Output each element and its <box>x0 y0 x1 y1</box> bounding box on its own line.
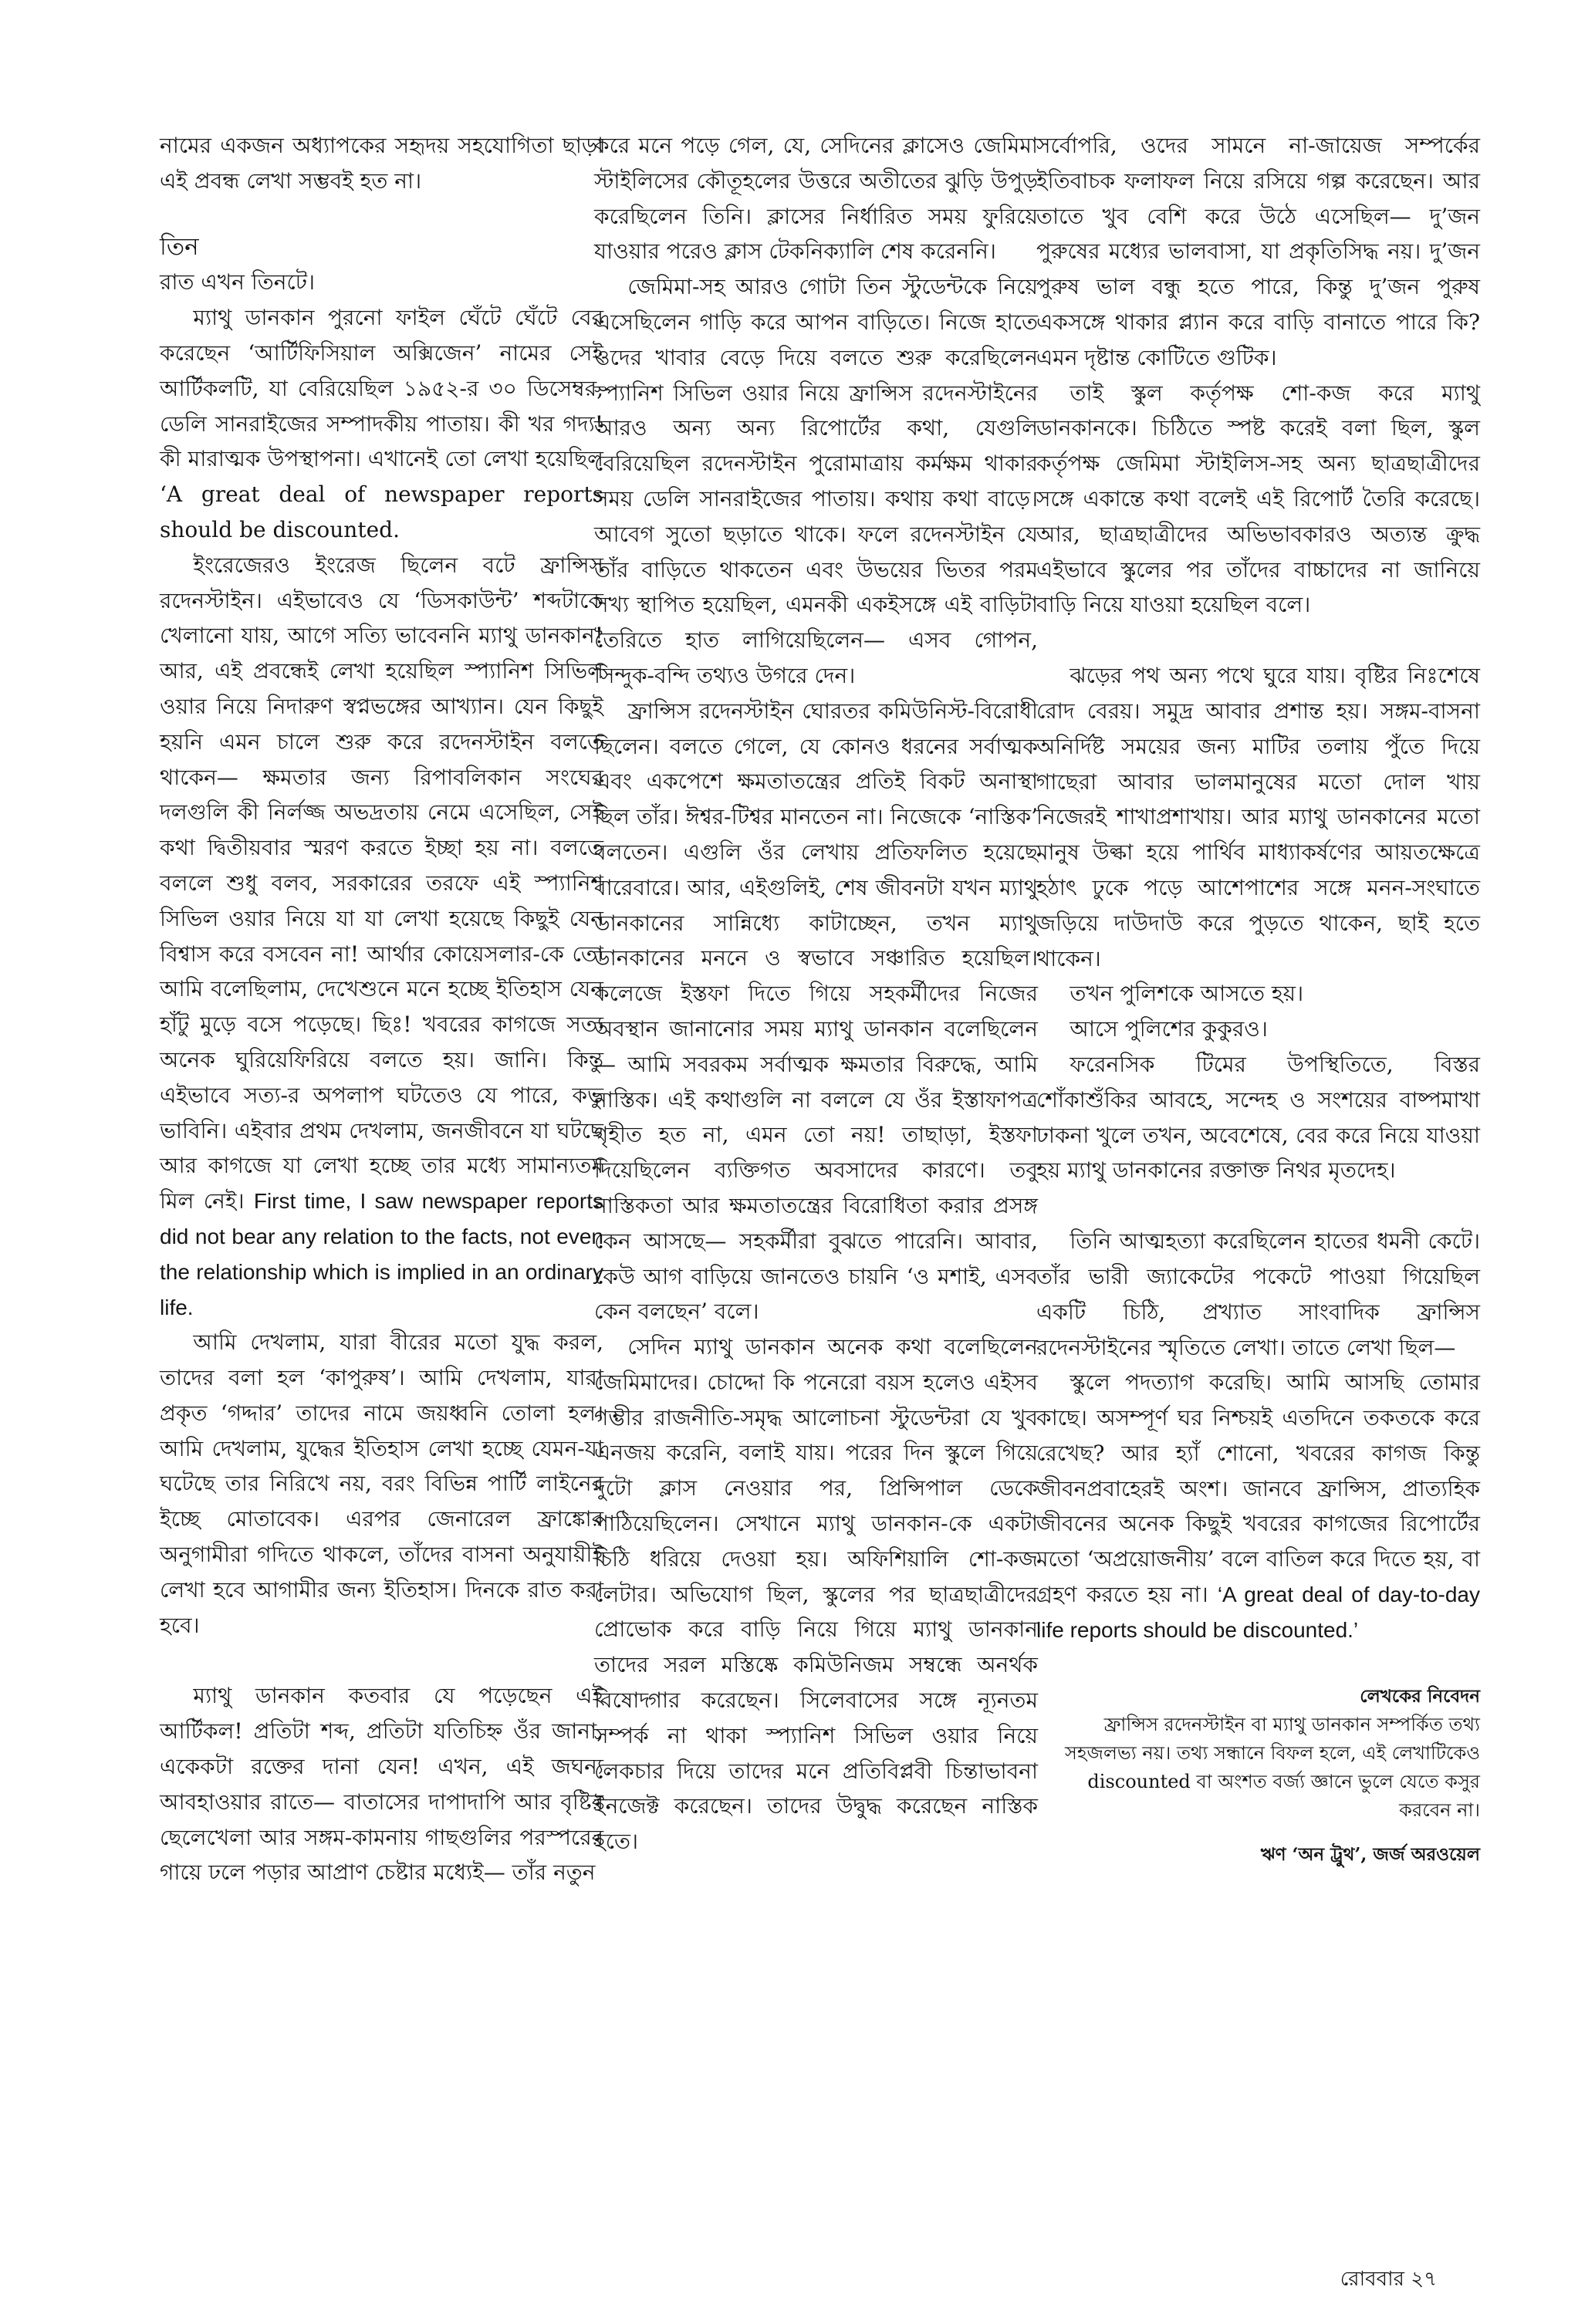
paragraph: তখন পুলিশকে আসতে হয়। <box>1070 981 1304 1007</box>
paragraph-text: স্কুলে পদত্যাগ করেছি। আমি আসছি তোমার কাছে। অসম্পূর্ণ ঘর নিশ্চয়ই এতদিনে তকতকে করে রেখেছ? আর হ্যাঁ শোনো, খবরের কাগজ কিন্তু জীবনপ্রবাহেরই অংশ। জানবে ফ্রান্সিস, প্রাত্যহিক জীবনের অনেক কিছুই খবরের কাগজের রিপোর্টের মতো ‘অপ্রয়োজনীয়’ বলে বাতিল করে দিতে হয়, বা গ্রহণ করতে হয় না। <box>1036 1370 1480 1608</box>
article-column-3 <box>1036 128 1480 1869</box>
paragraph: তাই স্কুল কর্তৃপক্ষ শো-কজ করে ম্যাথু ডানকানকে। চিঠিতে স্পষ্ট করেই বলা ছিল, স্কুল কর্তৃপক্ষ জেমিমা স্টাইলিস-সহ অন্য ছাত্রছাত্রীদের সঙ্গে একান্তে কথা বলেই এই রিপোর্ট তৈরি করেছে। আর, ছাত্রছাত্রীদের অভিভাবকারও অত্যন্ত ক্রুদ্ধ এইভাবে স্কুলের পর তাঁদের বাচ্চাদের না জানিয়ে বাড়ি নিয়ে যাওয়া হয়েছিল বলে। <box>1036 380 1480 618</box>
article-column-1 <box>160 128 603 1890</box>
paragraph: নামের একজন অধ্যাপকের সহৃদয় সহযোগিতা ছাড়া এই প্রবন্ধ লেখা সম্ভবই হত না। <box>160 133 603 194</box>
paragraph: রাত এখন তিনটে। <box>160 269 315 296</box>
paragraph: তিনি আত্মহত্যা করেছিলেন হাতের ধমনী কেটে। তাঁর ভারী জ্যাকেটের পকেটে পাওয়া গিয়েছিল একটি চিঠি, প্রখ্যাত সাংবাদিক ফ্রান্সিস রদেনস্টাইনের স্মৃতিতে লেখা। তাতে লেখা ছিল— <box>1036 1228 1480 1360</box>
paragraph <box>160 548 603 1326</box>
english-quote: ‘A great deal of day-to-day life reports should be discounted.’ <box>1036 1583 1480 1642</box>
paragraph-text: ইংরেজেরও ইংরেজ ছিলেন বটে ফ্রান্সিস রদেনস্টাইন। এইভাবেও যে ‘ডিসকাউন্ট’ শব্দটাকে খেলানো যায়, আগে সত্যি ভাবেননি ম্যাথু ডানকান! আর, এই প্রবন্ধেই লেখা হয়েছিল স্প্যানিশ সিভিল ওয়ার নিয়ে নিদারুণ স্বপ্নভঙ্গের আখ্যান। যেন কিছুই হয়নি এমন চালে শুরু করে রদেনস্টাইন বলতে থাকেন— ক্ষমতার জন্য রিপাবলিকান সংঘের দলগুলি কী নির্লজ্জ অভদ্রতায় নেমে এসেছিল, সেই কথা দ্বিতীয়বার স্মরণ করতে ইচ্ছা হয় না। বলতে বললে শুধু বলব, সরকারের তরফে এই স্প্যানিশ সিভিল ওয়ার নিয়ে যা যা লেখা হয়েছে কিছুই যেন বিশ্বাস করে বসবেন না! আর্থার কোয়েসলার-কে তো আমি বলেছিলাম, দেখেশুনে মনে হচ্ছে ইতিহাস যেন হাঁটু মুড়ে বসে পড়েছে। ছিঃ! খবরের কাগজে সত্য অনেক ঘুরিয়েফিরিয়ে বলতে হয়। জানি। কিন্তু এইভাবে সত্য-র অপলাপ ঘটতেও যে পারে, কভু ভাবিনি। এইবার প্রথম দেখলাম, জনজীবনে যা ঘটছে আর কাগজে যা লেখা হচ্ছে তার মধ্যে সামান্যতম মিল নেই। <box>160 552 603 1214</box>
author-note-text: ফ্রান্সিস রদেনস্টাইন বা ম্যাথু ডানকান সম্পর্কিত তথ্য সহজলভ্য নয়। তথ্য সন্ধানে বিফল হলে, এই লেখাটিকেও discounted বা অংশত বর্জ্য জ্ঞানে ভুলে যেতে কসুর করবেন না। <box>1065 1713 1480 1821</box>
paragraph: জেমিমা-সহ আরও গোটা তিন স্টুডেন্টকে নিয়ে এসেছিলেন গাড়ি করে আপন বাড়িতে। নিজে হাতে ওদের খাবার বেড়ে দিয়ে বলতে শুরু করেছিলেন স্প্যানিশ সিভিল ওয়ার নিয়ে ফ্রান্সিস রদেনস্টাইনের আরও অন্য অন্য রিপোর্টের কথা, যেগুলি বেরিয়েছিল রদেনস্টাইন পুরোমাত্রায় কর্মক্ষম থাকার সময় ডেলি সানরাইজের পাতায়। কথায় কথা বাড়ে। আবেগ সুতো ছড়াতে থাকে। ফলে রদেনস্টাইন যে তাঁর বাড়িতে থাকতেন এবং উভয়ের ভিতর পরম সখ্য স্থাপিত হয়েছিল, এমনকী একইসঙ্গে এই বাড়িটা তৈরিতে হাত লাগিয়েছিলেন— এসব গোপন, সিন্দুক-বন্দি তথ্যও উগরে দেন। <box>594 274 1038 688</box>
paragraph: সর্বোপরি, ওদের সামনে না-জায়েজ সম্পর্কের ইতিবাচক ফলাফল নিয়ে রসিয়ে গল্প করেছেন। আর তাতে খুব বেশি করে উঠে এসেছিল— দু’জন পুরুষের মধ্যের ভালবাসা, যা প্রকৃতিসিদ্ধ নয়। দু’জন পুরুষ ভাল বন্ধু হতে পারে, কিন্তু দু’জন পুরুষ একসঙ্গে থাকার প্ল্যান করে বাড়ি বানাতে পারে কি? এমন দৃষ্টান্ত কোটিতে গুটিক। <box>1036 133 1480 370</box>
article-column-2 <box>594 128 1038 1860</box>
paragraph: ফরেনসিক টিমের উপস্থিতিতে, বিস্তর শোঁকাশুঁকির আবহে, সন্দেহ ও সংশয়ের বাষ্পমাখা ঢাকনা খুলে তখন, অবেশেষে, বের করে নিয়ে যাওয়া হয় ম্যাথু ডানকানের রক্তাক্ত নিথর মৃতদেহ। <box>1036 1051 1480 1184</box>
english-quote: First time, I saw newspaper reports did not bear any relation to the facts, not even the relationship which is implied in an ordinary life. <box>160 1189 603 1319</box>
paragraph: আমি দেখলাম, যারা বীরের মতো যুদ্ধ করল, তাদের বলা হল ‘কাপুরুষ’। আমি দেখলাম, যারা প্রকৃত ‘গদ্দার’ তাদের নামে জয়ধ্বনি তোলা হল। আমি দেখলাম, যুদ্ধের ইতিহাস লেখা হচ্ছে যেমন-যা ঘটেছে তার নিরিখে নয়, বরং বিভিন্ন পার্টি লাইনের ইচ্ছে মোতাবেক। এরপর জেনারেল ফ্রাঙ্কোর অনুগামীরা গদিতে থাকলে, তাঁদের বাসনা অনুযায়ীই লেখা হবে আগামীর জন্য ইতিহাস। দিনকে রাত করা হবে। <box>160 1329 603 1638</box>
author-note <box>1036 1682 1480 1869</box>
paragraph: ম্যাথু ডানকান পুরনো ফাইল ঘেঁটে ঘেঁটে বের করেছেন ‘আর্টিফিসিয়াল অক্সিজেন’ নামের সেই আর্টিকলটি, যা বেরিয়েছিল ১৯৫২-র ৩০ ডিসেম্বর, ডেলি সানরাইজের সম্পাদকীয় পাতায়। কী খর গদ্য! কী মারাত্মক উপস্থাপনা। এখানেই তো লেখা হয়েছিল ‘A great deal of newspaper reports should be discounted. <box>160 305 603 542</box>
paragraph: করে মনে পড়ে গেল, যে, সেদিনের ক্লাসেও জেমিমা স্টাইলিসের কৌতূহলের উত্তরে অতীতের ঝুড়ি উপুড় করেছিলেন তিনি। ক্লাসের নির্ধারিত সময় ফুরিয়ে যাওয়ার পরেও ক্লাস টেকনিক্যালি শেষ করেননি। <box>594 133 1038 265</box>
paragraph: ম্যাথু ডানকান কতবার যে পড়েছেন এই আর্টিকল! প্রতিটা শব্দ, প্রতিটা যতিচিহ্ন ওঁর জানা, একেকটা রক্তের দানা যেন! এখন, এই জঘন্য আবহাওয়ার রাতে— বাতাসের দাপাদাপি আর বৃষ্টির ছেলেখেলা আর সঙ্গম-কামনায় গাছগুলির পরস্পরের গায়ে ঢলে পড়ার আপ্রাণ চেষ্টার মধ্যেই— তাঁর নতুন <box>160 1683 603 1886</box>
paragraph: ফ্রান্সিস রদেনস্টাইন ঘোরতর কমিউনিস্ট-বিরোধী ছিলেন। বলতে গেলে, যে কোনও ধরনের সর্বাত্মক এবং একপেশে ক্ষমতাতন্ত্রের প্রতিই বিকট অনাস্থা ছিল তাঁর। ঈশ্বর-টিশ্বর মানতেন না। নিজেকে ‘নাস্তিক’ বলতেন। এগুলি ওঁর লেখায় প্রতিফলিত হয়েছে বারেবারে। আর, এইগুলিই, শেষ জীবনটা যখন ম্যাথু ডানকানের সান্নিধ্যে কাটাচ্ছেন, তখন ম্যাথু ডানকানের মননে ও স্বভাবে সঞ্চারিত হয়েছিল। কলেজে ইস্তফা দিতে গিয়ে সহকর্মীদের নিজের অবস্থান জানানোর সময় ম্যাথু ডানকান বলেছিলেন— আমি সবরকম সর্বাত্মক ক্ষমতার বিরুদ্ধে, আমি নাস্তিক। এই কথাগুলি না বললে যে ওঁর ইস্তাফাপত্র গৃহীত হত না, এমন তো নয়! তাছাড়া, ইস্তফা দিয়েছিলেন ব্যক্তিগত অবসাদের কারণে। তবু নাস্তিকতা আর ক্ষমতাতন্ত্রের বিরোধিতা করার প্রসঙ্গ কেন আসছে— সহকর্মীরা বুঝতে পারেনি। আবার, কেউ আগ বাড়িয়ে জানতেও চায়নি ‘ও মশাই, এসব কেন বলছেন’ বলে। <box>594 698 1038 1325</box>
paragraph <box>1036 1365 1480 1647</box>
page-footer: রোববার ২৭ <box>1340 2268 1437 2291</box>
credit-line: ঋণ ‘অন ট্রুথ’, জর্জ অরওয়েল <box>1260 1843 1480 1865</box>
paragraph: আসে পুলিশের কুকুরও। <box>1070 1016 1268 1042</box>
paragraph: সেদিন ম্যাথু ডানকান অনেক কথা বলেছিলেন জেমিমাদের। চোদ্দো কি পনেরো বয়স হলেও এইসব গম্ভীর রাজনীতি-সমৃদ্ধ আলোচনা স্টুডেন্টরা যে খুব এনজয় করেনি, বলাই যায়। পরের দিন স্কুলে গিয়ে দুটো ক্লাস নেওয়ার পর, প্রিন্সিপাল ডেকে পাঠিয়েছিলেন। সেখানে ম্যাথু ডানকান-কে একটা চিঠি ধরিয়ে দেওয়া হয়। অফিশিয়ালি শো-কজ লেটার। অভিযোগ ছিল, স্কুলের পর ছাত্রছাত্রীদের প্রোভোক করে বাড়ি নিয়ে গিয়ে ম্যাথু ডানকান তাদের সরল মস্তিষ্কে কমিউনিজম সম্বন্ধে অনর্থক বিষোদ্গার করেছেন। সিলেবাসের সঙ্গে ন্যূনতম সম্পর্ক না থাকা স্প্যানিশ সিভিল ওয়ার নিয়ে লেকচার দিয়ে তাদের মনে প্রতিবিপ্লবী চিন্তাভাবনা ইনজেক্ট করেছেন। তাদের উদ্বুদ্ধ করেছেন নাস্তিক হতে। <box>594 1334 1038 1855</box>
paragraph: ঝড়ের পথ অন্য পথে ঘুরে যায়। বৃষ্টির নিঃশেষে রোদ বেরয়। সমুদ্র আবার প্রশান্ত হয়। সঙ্গম-বাসনা অনির্দিষ্ট সময়ের জন্য মাটির তলায় পুঁতে দিয়ে গাছেরা আবার ভালমানুষের মতো দোল খায় নিজেরই শাখাপ্রশাখায়। আর ম্যাথু ডানকানের মতো মানুষ উল্কা হয়ে পার্থিব মাধ্যাকর্ষণের আয়তক্ষেত্রে হঠাৎ ঢুকে পড়ে আশেপাশের সঙ্গে মনন-সংঘাতে জড়িয়ে দাউদাউ করে পুড়তে থাকেন, ছাই হতে থাকেন। <box>1036 663 1480 971</box>
author-note-heading: লেখকের নিবেদন <box>1360 1685 1480 1707</box>
section-heading: তিন <box>160 232 199 261</box>
